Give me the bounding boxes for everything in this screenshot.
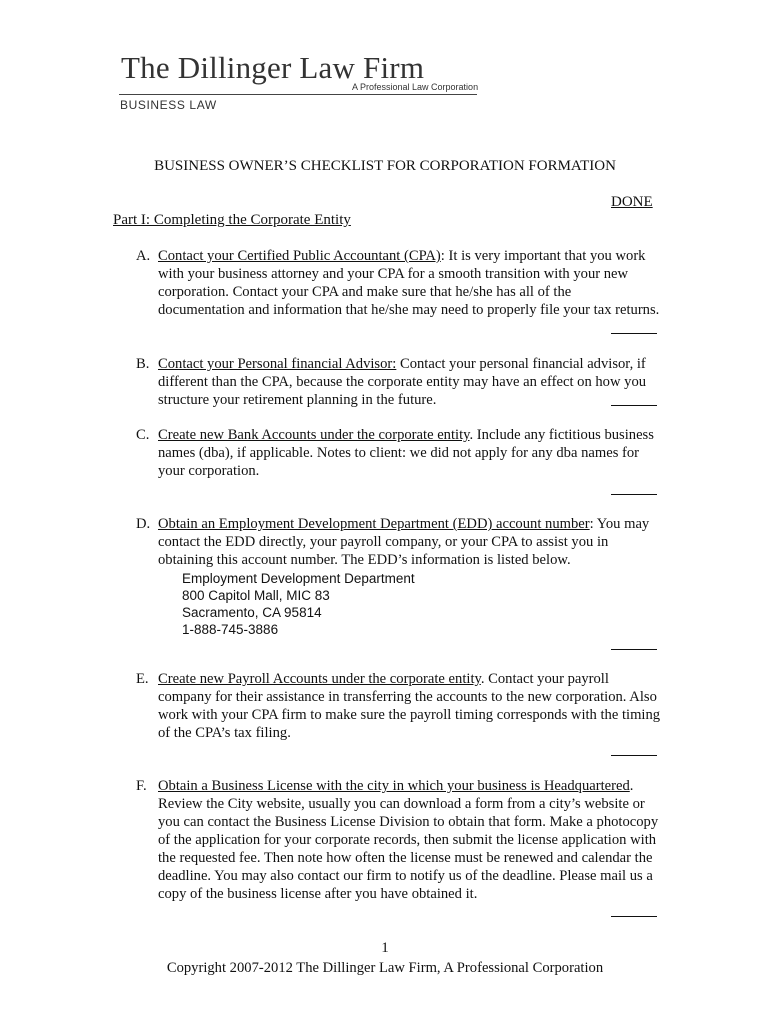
done-blank-d[interactable] [611, 649, 657, 650]
done-blank-c[interactable] [611, 494, 657, 495]
item-letter: D. [136, 516, 151, 532]
item-heading: Create new Bank Accounts under the corporate entity [158, 427, 470, 443]
done-blank-f[interactable] [611, 916, 657, 917]
item-heading: Obtain an Employment Development Department (EDD) account number [158, 516, 590, 532]
done-blank-e[interactable] [611, 755, 657, 756]
checklist-item-d [136, 515, 661, 638]
address-line: Sacramento, CA 95814 [182, 605, 322, 620]
item-letter: E. [136, 671, 149, 687]
item-text: Contact your personal financial advisor, if different than the CPA, because the corporate entity may have an effect on how you structure your retirement planning in the future. [158, 356, 647, 408]
logo-divider [119, 94, 477, 95]
item-letter: A. [136, 248, 151, 264]
item-letter: F. [136, 778, 147, 794]
copyright-footer: Copyright 2007-2012 The Dillinger Law Firm, A Professional Corporation [166, 960, 604, 976]
item-text: : It is very important that you work with your business attorney and your CPA for a smooth transition with your new corporation. Contact your CPA and make sure that he/she has all of the documentation and information that he/she may need to properly file your tax returns. [158, 248, 660, 318]
done-column-label: DONE [611, 194, 653, 210]
item-heading: Contact your Personal financial Advisor: [158, 356, 397, 372]
firm-logo-name: The Dillinger Law Firm [121, 50, 425, 85]
firm-logo-subtitle: A Professional Law Corporation [352, 82, 479, 92]
checklist-item-f [136, 777, 661, 903]
checklist-item-e [136, 670, 661, 742]
edd-address [182, 570, 661, 638]
item-text: . Contact your payroll company for their assistance in transferring the accounts to the new corporation. Also work with your CPA firm to make sure the payroll timing corresponds with the timing of the CPA’s tax filing. [158, 671, 661, 741]
address-phone: 1-888-745-3886 [182, 622, 279, 637]
address-line: 800 Capitol Mall, MIC 83 [182, 588, 330, 603]
item-heading: Obtain a Business License with the city in which your business is Headquartered [158, 778, 630, 794]
checklist-item-c [136, 426, 661, 480]
done-blank-b[interactable] [611, 405, 657, 406]
item-letter: B. [136, 356, 150, 372]
document-title: BUSINESS OWNER’S CHECKLIST FOR CORPORATION FORMATION [154, 158, 616, 174]
item-text: : You may contact the EDD directly, your payroll company, or your CPA to assist you in obtaining this account number. The EDD’s information is listed below. [158, 516, 650, 568]
address-line: Employment Development Department [182, 571, 415, 586]
checklist-item-a [136, 247, 661, 319]
part-heading: Part I: Completing the Corporate Entity [113, 212, 351, 228]
item-text: . Include any fictitious business names (dba), if applicable. Notes to client: we did not apply for any dba names for your corporation. [158, 427, 654, 479]
item-letter: C. [136, 427, 150, 443]
item-text: . Review the City website, usually you can download a form from a city’s website or you can contact the Business License Division to obtain that form. Make a photocopy of the application for your corporate records, then submit the license application with the requested fee. Then note how often the license must be renewed and calendar the deadline. You may also contact our firm to notify us of the deadline. Please mail us a copy of the business license after you have obtained it. [158, 778, 659, 902]
item-heading: Contact your Certified Public Accountant (CPA) [158, 248, 441, 264]
page-number: 1 [381, 940, 389, 956]
checklist-item-b [136, 355, 661, 409]
done-blank-a[interactable] [611, 333, 657, 334]
item-heading: Create new Payroll Accounts under the corporate entity [158, 671, 481, 687]
firm-department: BUSINESS LAW [120, 98, 217, 112]
